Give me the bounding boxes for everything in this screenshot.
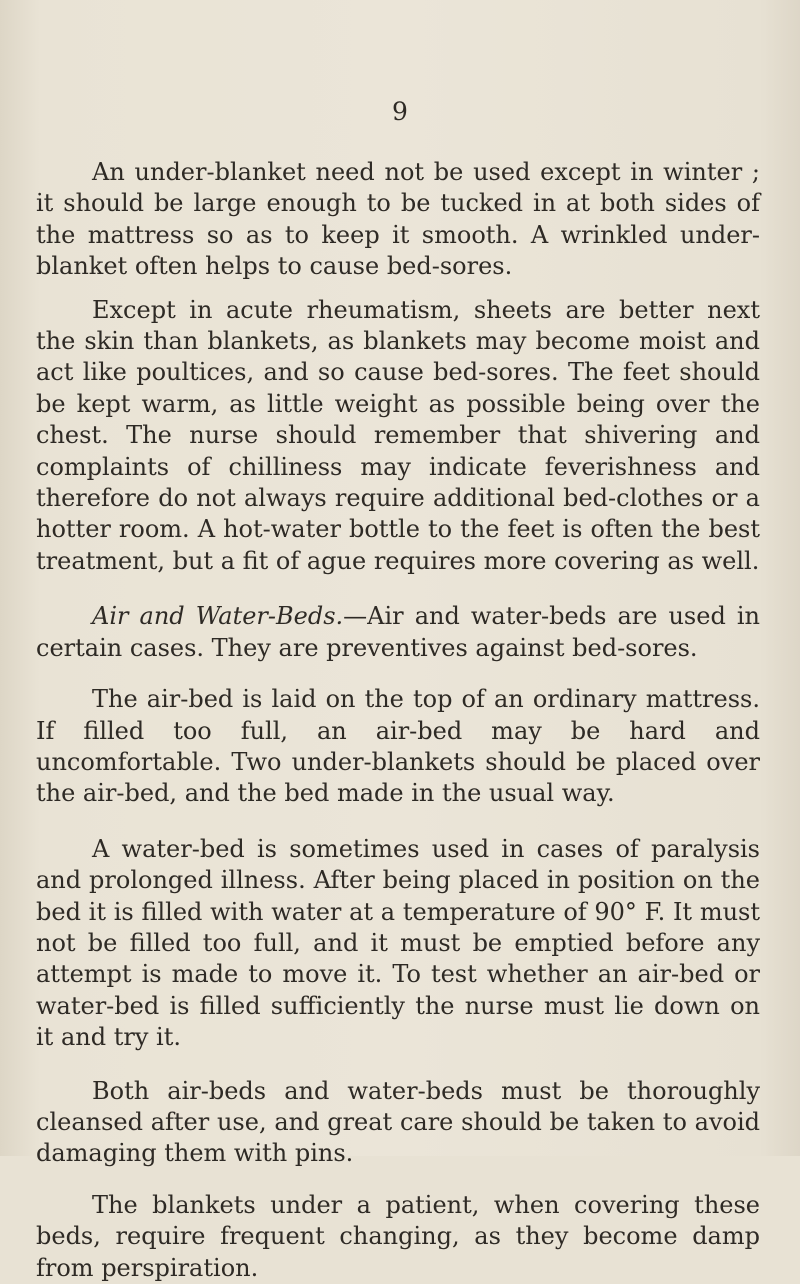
- paragraph-water-bed: A water-bed is sometimes used in cases of paralysis and prolonged illness. After being placed in position on the bed it is filled with water at a temperature of 90° F. It must not be filled too full, and it must be emptied before any attempt is made to move it. To test whether an air-bed or water-bed is filled sufficiently the nurse must lie down on it and try it.: [36, 834, 760, 1052]
- paragraph-sheets-and-blankets: Except in acute rheumatism, sheets are better next the skin than blankets, as blankets may become moist and act like poultices, and so cause bed-sores. The feet should be kept warm, as little weight as possible being over the chest. The nurse should remember that shivering and complaints of chilliness may indicate feverishness and therefore do not always require additional bed-clothes or a hotter room. A hot-water bottle to the feet is often the best treatment, but a fit of ague requires more covering as well.: [36, 295, 760, 575]
- page-body: [36, 157, 760, 1284]
- section-intro-text: —Air and water-beds are used in certain cases. They are preventives against bed-sores.: [36, 602, 760, 662]
- section-heading: Air and Water-Beds.: [92, 602, 344, 631]
- paragraph-air-bed: The air-bed is laid on the top of an ordinary mattress. If filled too full, an air-bed may be hard and uncomfortable. Two under-blankets should be placed over the air-bed, and the bed made in the usual way.: [36, 685, 760, 808]
- paragraph-air-and-water-beds: [36, 601, 760, 664]
- paragraph-blankets-changing: The blankets under a patient, when covering these beds, require frequent changing, as they become damp from perspiration.: [36, 1190, 760, 1282]
- paragraph-under-blanket: An under-blanket need not be used except in winter ; it should be large enough to be tucked in at both sides of the mattress so as to keep it smooth. A wrinkled under-blanket often helps to cause bed-sores.: [36, 158, 760, 281]
- page-number: 9: [392, 97, 408, 126]
- paragraph-cleaning: Both air-beds and water-beds must be thoroughly cleansed after use, and great care should be taken to avoid damaging them with pins.: [36, 1076, 760, 1168]
